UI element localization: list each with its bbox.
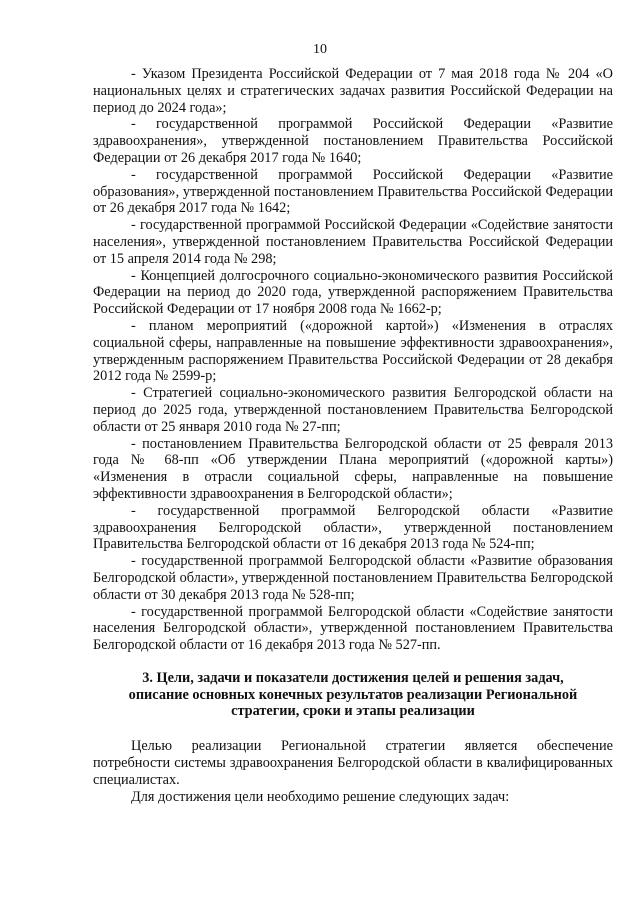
list-item: - государственной программой Белгородской области «Развитие здравоохранения Белгородской области», утвержденной постановлением Правительства Белгородской области от 16 декабря 2013 года № 524-пп;: [93, 502, 613, 553]
list-item: - постановлением Правительства Белгородской области от 25 февраля 2013 года № 68-пп «Об утверждении Плана мероприятий («дорожной карты») «Изменения в отрасли социальной сферы, направленные на повышение эффективности здравоохранения в Белгородской области»;: [93, 435, 613, 502]
list-item: - государственной программой Российской Федерации «Развитие здравоохранения», утвержденной постановлением Правительства Российской Федерации от 26 декабря 2017 года № 1640;: [93, 116, 613, 166]
list-item: - государственной программой Российской Федерации «Содействие занятости населения», утвержденной постановлением Правительства Российской Федерации от 15 апреля 2014 года № 298;: [93, 217, 613, 267]
list-item: - государственной программой Белгородской области «Содействие занятости населения Белгородской области», утвержденной постановлением Правительства Белгородской области от 16 декабря 2013 года № 527-пп.: [93, 603, 613, 654]
tasks-intro: Для достижения цели необходимо решение следующих задач:: [131, 788, 510, 805]
list-item: - планом мероприятий («дорожной картой») «Изменения в отраслях социальной сферы, направленные на повышение эффективности здравоохранения», утвержденным распоряжением Правительства Российской Федерации от 28 декабря 2012 года № 2599-р;: [93, 317, 613, 385]
list-item: - государственной программой Белгородской области «Развитие образования Белгородской области», утвержденной постановлением Правительства Белгородской области от 30 декабря 2013 года № 528-пп;: [93, 553, 613, 603]
list-item: - Концепцией долгосрочного социально-экономического развития Российской Федерации на период до 2020 года, утвержденной распоряжением Правительства Российской Федерации от 17 ноября 2008 года № 1662-р;: [93, 267, 613, 318]
section-heading: 3. Цели, задачи и показатели достижения целей и решения задач, описание основных конечных результатов реализации Региональной стратегии, сроки и этапы реализации: [128, 669, 578, 720]
page-number: 10: [313, 42, 327, 57]
list-item: - Стратегией социально-экономического развития Белгородской области на период до 2025 года, утвержденной постановлением Правительства Белгородской области от 25 января 2010 года № 27-пп;: [93, 385, 613, 435]
list-item: - Указом Президента Российской Федерации от 7 мая 2018 года № 204 «О национальных целях и стратегических задачах развития Российской Федерации на период до 2024 года»;: [93, 66, 613, 116]
goal-paragraph: Целью реализации Региональной стратегии является обеспечение потребности системы здравоохранения Белгородской области в квалифицированных специалистах.: [93, 738, 613, 788]
document-body: [93, 66, 613, 805]
list-item: - государственной программой Российской Федерации «Развитие образования», утвержденной постановлением Правительства Российской Федерации от 26 декабря 2017 года № 1642;: [93, 166, 613, 217]
